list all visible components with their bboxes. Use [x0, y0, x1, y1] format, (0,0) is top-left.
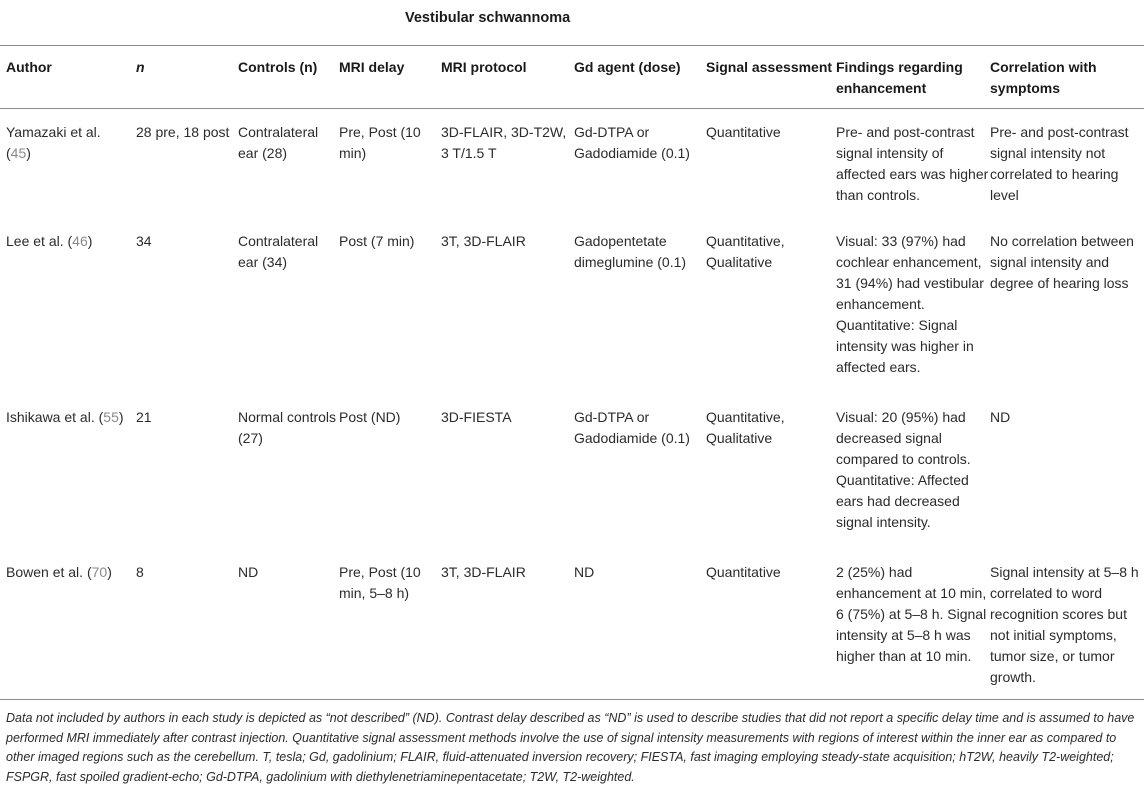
cell-gd-agent: [574, 217, 706, 393]
cell-signal-assessment-text: Quantitative: [706, 564, 781, 580]
cell-mri-protocol-text: 3D-FIESTA: [441, 409, 512, 425]
author-name: Bowen et al.: [6, 564, 84, 580]
table-row: [0, 393, 1144, 548]
header-correlation: Correlation with symptoms: [990, 59, 1097, 96]
cell-signal-assessment: [706, 217, 836, 393]
table-footnote: Data not included by authors in each study is depicted as “not described” (ND). Contrast delay described as “ND” is used to describe studies that did not report a specific delay time and is assumed to have performed MRI immediately after contrast injection. Quantitative signal assessment methods involve the use of signal intensity measurements with regions of interest within the inner ear as compared to other imaged regions such as the cerebellum. T, tesla; Gd, gadolinium; FLAIR, fluid-attenuated inversion recovery; FIESTA, fast imaging employing steady-state acquisition; hT2W, heavily T2-weighted; FSPGR, fast spoiled gradient-echo; Gd-DTPA, gadolinium with diethylenetriaminepentacetate; T2W, T2-weighted.: [6, 711, 1135, 784]
cell-signal-assessment-text: Quantitative: [706, 124, 781, 140]
header-gd-agent: Gd agent (dose): [574, 59, 681, 75]
cell-controls-text: Contralateral ear (34): [238, 233, 319, 270]
cell-controls-text: ND: [238, 564, 259, 580]
table-row: [0, 548, 1144, 698]
cell-signal-assessment: [706, 393, 836, 548]
cell-mri-delay: [339, 108, 441, 217]
table-bottom-rule: [0, 699, 1144, 700]
cell-author: Ishikawa et al. (55): [6, 409, 124, 425]
cell-signal-assessment-text: Quantitative, Qualitative: [706, 233, 785, 270]
cell-n-text: 34: [136, 233, 152, 249]
cell-mri-protocol-text: 3D-FLAIR, 3D-T2W, 3 T/1.5 T: [441, 124, 567, 161]
cell-controls: [238, 548, 339, 698]
reference-link[interactable]: 55: [103, 409, 119, 425]
cell-findings-text: Visual: 33 (97%) had cochlear enhancement, 31 (94%) had vestibular enhancement. Quantitative: Signal intensity was higher in affected ears.: [836, 233, 984, 375]
cell-controls: [238, 108, 339, 217]
cell-gd-agent: [574, 393, 706, 548]
cell-gd-agent: [574, 548, 706, 698]
table-title: Vestibular schwannoma: [405, 10, 571, 26]
cell-n: [136, 548, 238, 698]
cell-findings-text: 2 (25%) had enhancement at 10 min, 6 (75%) at 5–8 h. Signal intensity at 5–8 h was higher than at 10 min.: [836, 564, 987, 664]
table-row: [0, 108, 1144, 217]
cell-mri-delay-text: Pre, Post (10 min): [339, 124, 421, 161]
header-controls: Controls (n): [238, 59, 318, 75]
cell-mri-protocol: [441, 393, 574, 548]
cell-n-text: 28 pre, 18 post: [136, 124, 230, 140]
cell-mri-protocol: [441, 548, 574, 698]
cell-mri-delay: [339, 548, 441, 698]
cell-correlation: [990, 548, 1144, 698]
header-author: Author: [6, 59, 52, 75]
cell-correlation: [990, 217, 1144, 393]
cell-mri-delay: [339, 217, 441, 393]
header-findings: Findings regarding enhancement: [836, 59, 963, 96]
cell-mri-protocol: [441, 217, 574, 393]
cell-mri-delay: [339, 393, 441, 548]
cell-mri-protocol-text: 3T, 3D-FLAIR: [441, 233, 526, 249]
cell-author: Lee et al. (46): [6, 233, 93, 249]
cell-mri-protocol: [441, 108, 574, 217]
cell-controls: [238, 217, 339, 393]
cell-correlation-text: Pre- and post-contrast signal intensity not correlated to hearing level: [990, 124, 1129, 203]
cell-controls-text: Normal controls (27): [238, 409, 337, 446]
cell-signal-assessment: [706, 108, 836, 217]
cell-n: [136, 393, 238, 548]
header-signal-assessment: Signal assessment: [706, 59, 833, 75]
cell-findings: [836, 108, 990, 217]
cell-signal-assessment-text: Quantitative, Qualitative: [706, 409, 785, 446]
cell-gd-agent: [574, 108, 706, 217]
cell-n-text: 21: [136, 409, 152, 425]
reference-link[interactable]: 46: [72, 233, 88, 249]
cell-correlation-text: ND: [990, 409, 1011, 425]
reference-link[interactable]: 45: [10, 145, 27, 161]
cell-mri-delay-text: Post (7 min): [339, 233, 415, 249]
cell-author: Bowen et al. (70): [6, 564, 112, 580]
cell-gd-agent-text: Gd-DTPA or Gadodiamide (0.1): [574, 409, 690, 446]
cell-mri-protocol-text: 3T, 3D-FLAIR: [441, 564, 526, 580]
cell-mri-delay-text: Post (ND): [339, 409, 401, 425]
cell-n: [136, 108, 238, 217]
cell-correlation-text: No correlation between signal intensity and degree of hearing loss: [990, 233, 1134, 291]
cell-findings: [836, 548, 990, 698]
reference-link[interactable]: 70: [91, 564, 108, 580]
cell-gd-agent-text: Gd-DTPA or Gadodiamide (0.1): [574, 124, 690, 161]
cell-correlation: [990, 108, 1144, 217]
table-row: [0, 217, 1144, 393]
cell-controls: [238, 393, 339, 548]
header-mri-delay: MRI delay: [339, 59, 405, 75]
cell-correlation-text: Signal intensity at 5–8 h correlated to word recognition scores but not initial symptoms, tumor size, or tumor growth.: [990, 564, 1139, 685]
cell-n: [136, 217, 238, 393]
cell-gd-agent-text: ND: [574, 564, 595, 580]
cell-correlation: [990, 393, 1144, 548]
cell-n-text: 8: [136, 564, 144, 580]
author-name: Yamazaki et al.: [6, 124, 101, 140]
vestibular-schwannoma-table: [0, 45, 1144, 698]
header-n: n: [136, 59, 145, 75]
cell-findings: [836, 393, 990, 548]
cell-findings: [836, 217, 990, 393]
table-header-row: [0, 45, 1144, 108]
author-name: Ishikawa et al.: [6, 409, 95, 425]
header-mri-protocol: MRI protocol: [441, 59, 527, 75]
cell-signal-assessment: [706, 548, 836, 698]
author-name: Lee et al.: [6, 233, 64, 249]
cell-controls-text: Contralateral ear (28): [238, 124, 319, 161]
cell-findings-text: Visual: 20 (95%) had decreased signal compared to controls. Quantitative: Affected ears had decreased signal intensity.: [836, 409, 971, 530]
cell-findings-text: Pre- and post-contrast signal intensity of affected ears was higher than controls.: [836, 124, 989, 203]
cell-gd-agent-text: Gadopentetate dimeglumine (0.1): [574, 233, 687, 270]
cell-mri-delay-text: Pre, Post (10 min, 5–8 h): [339, 564, 421, 601]
cell-author: Yamazaki et al. (45): [6, 124, 101, 161]
